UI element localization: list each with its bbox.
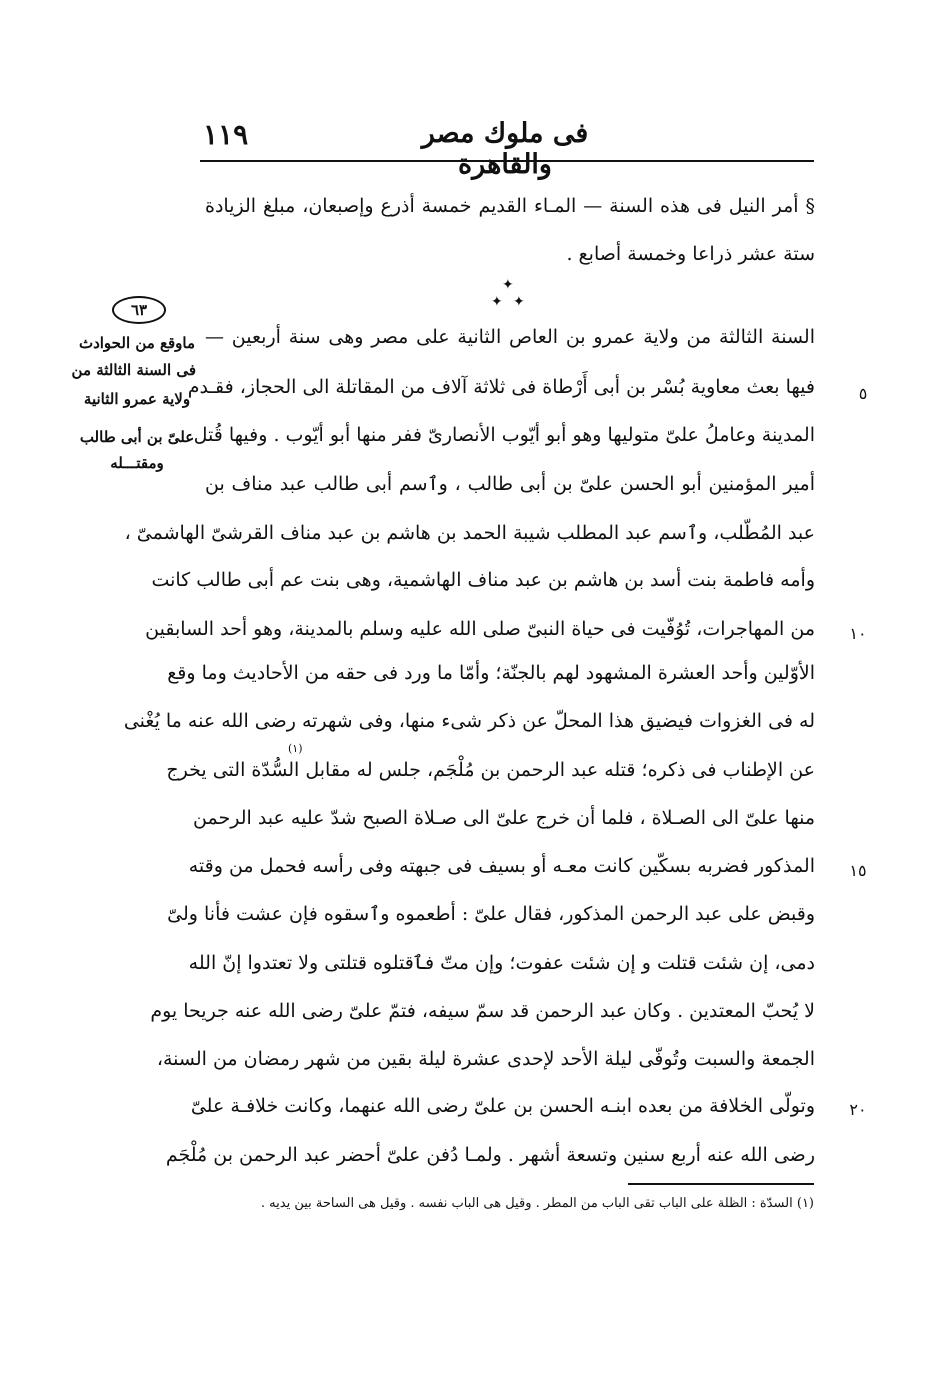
header-rule [200,160,814,162]
body-line: رضى الله عنه أربع سنين وتسعة أشهر . ولمـا دُفن علىّ أحضر عبد الرحمن بن مُلْجَم [165,1144,815,1166]
body-line: § أمر النيل فى هذه السنة — المـاء القديم خمسة أذرع وإصبعان، مبلغ الزيادة [205,195,815,217]
margin-note-line: ومقتـــله [110,454,164,472]
body-line: المذكور فضربه بسكّين كانت معـه أو بسيف فى جبهته وفى رأسه فحمل من وقته [188,855,815,877]
margin-badge: ٦٣ [112,296,166,324]
body-line: الجمعة والسبت وتُوفّى ليلة الأحد لإحدى عشرة ليلة بقين من شهر رمضان من السنة، [156,1048,815,1070]
body-line: له فى الغزوات فيضيق هذا المحلّ عن ذكر شىء منها، وفى شهرته رضى الله عنه ما يُغْنى [123,710,815,732]
body-line: وتولّى الخلافة من بعده ابنـه الحسن بن علىّ رضى الله عنهما، وكانت خلافـة علىّ [190,1095,815,1117]
body-line: المدينة وعاملُ علىّ متوليها وهو أبو أيّوب الأنصارىّ ففر منها أبو أيّوب . وفيها قُتل [193,424,815,446]
body-line: ستة عشر ذراعا وخمسة أصابع . [566,243,815,265]
body-line: لا يُحبّ المعتدين . وكان عبد الرحمن قد سمّ سيفه، فتمّ علىّ رضى الله عنه جريحا يوم [150,1000,815,1022]
margin-note-line: فى السنة الثالثة من [71,361,196,379]
body-line: فيها بعث معاوية بُسْر بن أبى أَرْطاة فى ثلاثة آلاف من المقاتلة الى الحجاز، فقـدم [187,376,815,398]
body-line: أمير المؤمنين أبو الحسن علىّ بن أبى طالب ، وٱسم أبى طالب عبد مناف بن [205,473,815,495]
footnote-rule [628,1183,814,1185]
running-title: فى ملوك مصر والقاهرة [421,118,589,180]
body-line: السنة الثالثة من ولاية عمرو بن العاص الثانية على مصر وهى سنة أربعين — [205,326,815,348]
line-number: ١٠ [849,624,867,643]
margin-note-line: ولاية عمرو الثانية [83,390,191,408]
body-line: منها علىّ الى الصـلاة ، فلما أن خرج علىّ الى صـلاة الصبح شدّ عليه عبد الرحمن [193,807,815,829]
margin-note-line: ماوقع من الحوادث [78,334,196,352]
ornament-star: ✦ [513,294,525,310]
ornament-star: ✦ [502,277,514,293]
body-line: دمى، إن شئت قتلت و إن شئت عفوت؛ وإن متّ فٱقتلوه قتلتى ولا تعتدوا إنّ الله [188,952,815,974]
ornament-star: ✦ [491,294,503,310]
body-line: من المهاجرات، تُوُفّيت فى حياة النبىّ صلى الله عليه وسلم بالمدينة، وهو أحد السابقين [145,618,815,640]
footnote-marker: (١) [288,742,303,755]
body-line: وقبض على عبد الرحمن المذكور، فقال علىّ : أطعموه وٱسقوه فإن عشت فأنا ولىّ [167,903,815,925]
footnote: (١) السدّة : الظلة على الباب تقى الباب من المطر . وقيل هى الباب نفسه . وقيل هى الساحة بين يديه . [260,1196,814,1211]
body-line: الأوّلين وأحد العشرة المشهود لهم بالجنّة؛ وأمّا ما ورد فى حقه من الأحاديث وما وقع [167,662,815,684]
body-line: وأمه فاطمة بنت أسد بن هاشم بن عبد مناف الهاشمية، وهى بنت عم أبى طالب كانت [151,569,815,591]
line-number: ١٥ [849,861,867,880]
body-line: عن الإطناب فى ذكره؛ قتله عبد الرحمن بن مُلْجَم، جلس له مقابل السُّدّة التى يخرج [166,759,815,781]
section-ornament [488,278,528,312]
line-number: ٥ [858,384,868,403]
page-number: ١١٩ [203,118,249,151]
body-line: عبد المُطّلب، وٱسم عبد المطلب شيبة الحمد بن هاشم بن عبد مناف القرشىّ الهاشمىّ ، [124,522,815,544]
margin-note-line: علىّ بن أبى طالب [79,428,195,446]
line-number: ٢٠ [849,1100,867,1119]
